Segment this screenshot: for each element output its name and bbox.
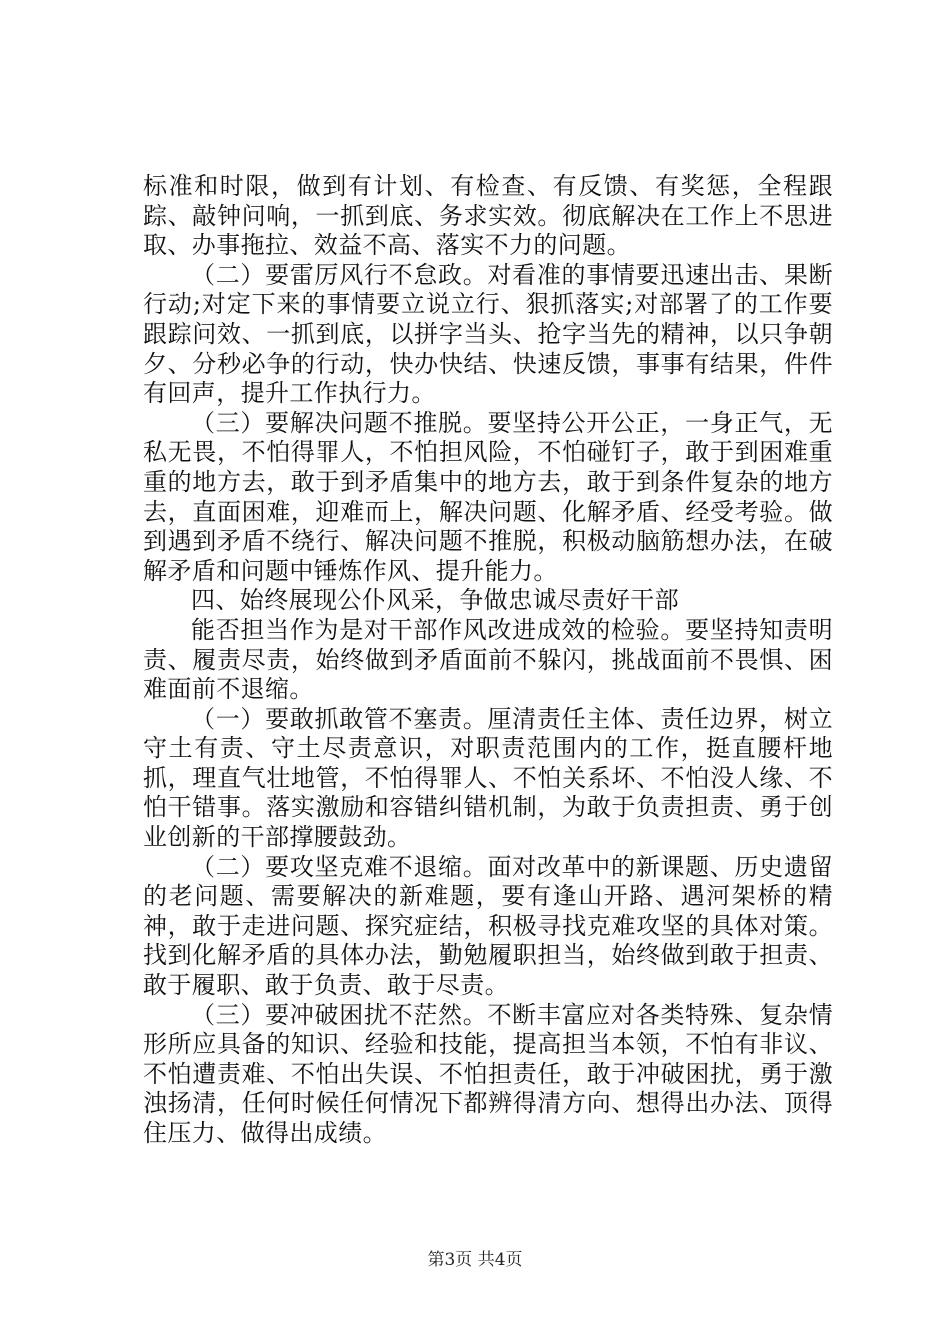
paragraph-point-1: （一）要敢抓敢管不塞责。厘清责任主体、责任边界，树立守土有责、守土尽责意识，对职责范围内的工作，挺直腰杆地抓，理直气壮地管，不怕得罪人、不怕关系坏、不怕没人缘、不怕干错事。落实激励和容错纠错机制，为敢于负责担责、勇于创业创新的干部撑腰鼓劲。: [143, 704, 833, 852]
paragraph-continuation: 标准和时限，做到有计划、有检查、有反馈、有奖惩，全程跟踪、敲钟问响，一抓到底、务求实效。彻底解决在工作上不思进取、办事拖拉、效益不高、落实不力的问题。: [143, 172, 833, 260]
page-number-label: 第3页 共4页: [427, 1250, 523, 1270]
section-heading-4: 四、始终展现公仆风采，争做忠诚尽责好干部: [191, 586, 679, 615]
paragraph-point-3b: （三）要冲破困扰不茫然。不断丰富应对各类特殊、复杂情形所应具备的知识、经验和技能，提高担当本领，不怕有非议、不怕遭责难、不怕出失误、不怕担责任，敢于冲破困扰，勇于激浊扬清，任何时候任何情况下都辨得清方向、想得出办法、顶得住压力、做得出成绩。: [143, 1000, 833, 1147]
paragraph-point-2b: （二）要攻坚克难不退缩。面对改革中的新课题、历史遗留的老问题、需要解决的新难题，要有逢山开路、遇河架桥的精神，敢于走进问题、探究症结，积极寻找克难攻坚的具体对策。找到化解矛盾的具体办法，勤勉履职担当，始终做到敢于担责、敢于履职、敢于负责、敢于尽责。: [143, 852, 833, 1000]
document-body: [143, 172, 833, 1149]
paragraph-point-2: （二）要雷厉风行不怠政。对看准的事情要迅速出击、果断行动;对定下来的事情要立说立行、狠抓落实;对部署了的工作要跟踪问效、一抓到底，以拼字当头、抢字当先的精神，以只争朝夕、分秒必争的行动，快办快结、快速反馈，事事有结果，件件有回声，提升工作执行力。: [143, 260, 833, 408]
paragraph-point-3: （三）要解决问题不推脱。要坚持公开公正，一身正气，无私无畏，不怕得罪人，不怕担风险，不怕碰钉子，敢于到困难重重的地方去，敢于到矛盾集中的地方去，敢于到条件复杂的地方去，直面困难，迎难而上，解决问题、化解矛盾、经受考验。做到遇到矛盾不绕行、解决问题不推脱，积极动脑筋想办法，在破解矛盾和问题中锤炼作风、提升能力。: [143, 408, 833, 585]
page-footer: [0, 1245, 950, 1270]
paragraph-intro: 能否担当作为是对干部作风改进成效的检验。要坚持知责明责、履责尽责，始终做到矛盾面前不躲闪，挑战面前不畏惧、困难面前不退缩。: [143, 615, 833, 704]
